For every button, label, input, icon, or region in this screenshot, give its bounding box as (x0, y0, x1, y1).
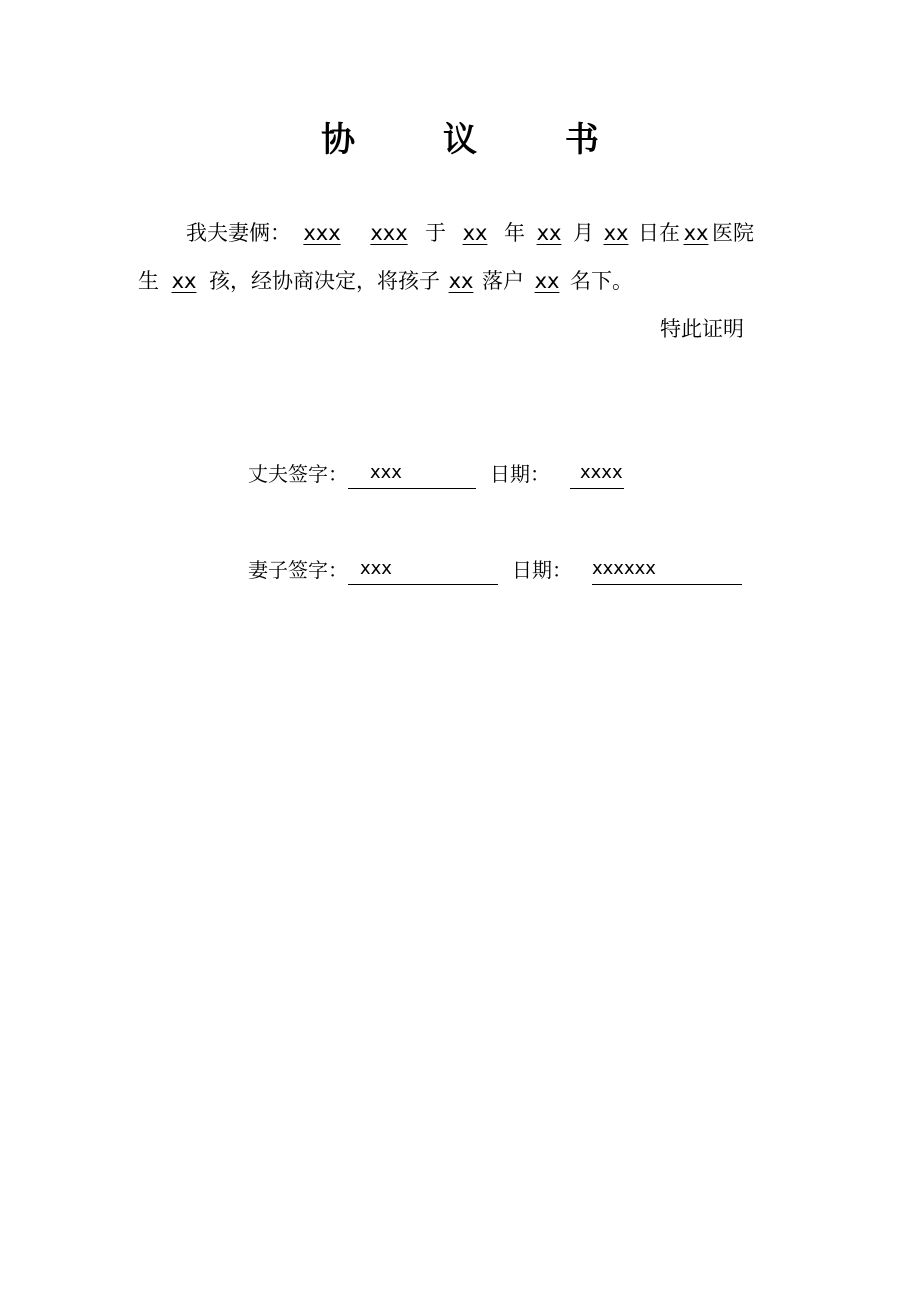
hospital-name: xx (683, 221, 709, 245)
child-gender: xx (171, 269, 197, 293)
document-title: 协 议 书 (321, 120, 637, 160)
husband-signature-line[interactable] (348, 464, 476, 489)
birth-day: xx (603, 221, 629, 245)
spouse-name-1: xxx (303, 221, 341, 245)
text-luohu: 落户 (482, 269, 524, 293)
text-mingxia: 名下。 (570, 269, 633, 293)
birth-year: xx (462, 221, 488, 245)
text-nian: 年 (504, 221, 525, 245)
husband-date-label: 日期： (490, 462, 550, 486)
household-holder: xx (534, 269, 560, 293)
husband-date-line[interactable] (570, 464, 624, 489)
couple-prefix: 我夫妻俩： (186, 221, 291, 245)
text-yiyuan: 医院 (712, 221, 754, 245)
text-ri-zai: 日在 (638, 221, 680, 245)
birth-month: xx (536, 221, 562, 245)
husband-signature-value: xxx (370, 462, 402, 483)
wife-date-value: xxxxxx (592, 558, 656, 579)
child-name: xx (448, 269, 474, 293)
text-hai: 孩，经协商决定，将孩子 (209, 269, 440, 293)
certify-text: 特此证明 (660, 317, 744, 341)
wife-date-line[interactable] (592, 560, 742, 585)
text-yue: 月 (573, 221, 594, 245)
husband-signature-label: 丈夫签字： (248, 462, 348, 486)
spouse-name-2: xxx (370, 221, 408, 245)
wife-signature-label: 妻子签字： (248, 558, 348, 582)
paragraph-line-2 (138, 266, 633, 296)
text-sheng: 生 (138, 269, 159, 293)
wife-signature-line[interactable] (348, 560, 498, 585)
wife-signature-value: xxx (360, 558, 392, 579)
husband-signature-row (248, 459, 624, 489)
paragraph-line-1 (186, 218, 754, 248)
wife-signature-row (248, 555, 742, 585)
husband-date-value: xxxx (580, 462, 623, 483)
text-yu: 于 (425, 221, 446, 245)
wife-date-label: 日期： (512, 558, 572, 582)
